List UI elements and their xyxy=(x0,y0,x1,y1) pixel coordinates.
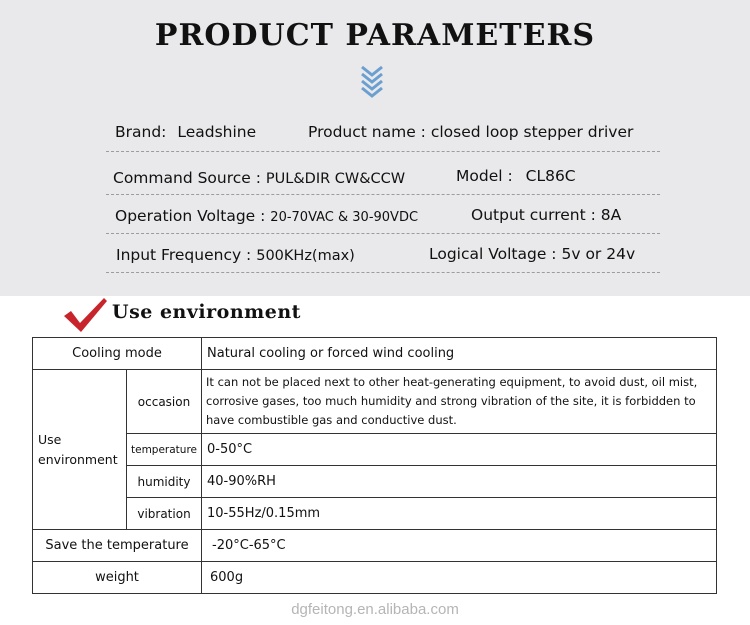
operation-voltage-value: 20-70VAC & 30-90VDC xyxy=(270,210,419,225)
humidity-value: 40-90%RH xyxy=(202,466,717,498)
input-frequency-value: 500KHz(max) xyxy=(256,248,355,264)
output-current-param xyxy=(471,206,621,224)
occasion-value: It can not be placed next to other heat-generating equipment, to avoid dust, oil mist, corrosive gases, too much humidity and strong vibration of the site, it is forbidden to have combustible gas and conductive dust. xyxy=(202,370,717,434)
table-row xyxy=(33,562,717,594)
input-frequency-label: Input Frequency : xyxy=(116,246,252,264)
table-row xyxy=(33,370,717,434)
divider xyxy=(106,151,660,152)
vibration-label: vibration xyxy=(127,498,202,530)
divider xyxy=(106,233,660,234)
temperature-label: temperature xyxy=(127,434,202,466)
weight-label: weight xyxy=(33,562,202,594)
model-label: Model : xyxy=(456,167,513,185)
logical-voltage-label: Logical Voltage : xyxy=(429,245,557,263)
input-frequency-param xyxy=(116,246,355,264)
cooling-mode-value: Natural cooling or forced wind cooling xyxy=(202,338,717,370)
command-source-param xyxy=(113,169,405,187)
model-param xyxy=(456,167,576,185)
output-current-value: 8A xyxy=(600,206,622,224)
save-temperature-value: -20°C-65°C xyxy=(202,530,717,562)
divider xyxy=(106,194,660,195)
vibration-value: 10-55Hz/0.15mm xyxy=(202,498,717,530)
section-title: Use environment xyxy=(112,301,301,323)
logical-voltage-value: 5v or 24v xyxy=(561,245,636,263)
table-row xyxy=(33,466,717,498)
operation-voltage-param xyxy=(115,207,418,225)
product-name-value: closed loop stepper driver xyxy=(430,123,634,141)
table-row xyxy=(33,338,717,370)
environment-table xyxy=(32,337,717,594)
table-row xyxy=(33,434,717,466)
brand-param xyxy=(115,123,256,141)
watermark: dgfeitong.en.alibaba.com xyxy=(291,601,459,618)
table-row xyxy=(33,498,717,530)
product-name-label: Product name : xyxy=(308,123,426,141)
temperature-value: 0-50°C xyxy=(202,434,717,466)
logical-voltage-param xyxy=(429,245,635,263)
save-temperature-label: Save the temperature xyxy=(33,530,202,562)
operation-voltage-label: Operation Voltage : xyxy=(115,207,266,225)
product-name-param xyxy=(308,123,633,141)
use-environment-label: Use environment xyxy=(33,370,127,530)
cooling-mode-label: Cooling mode xyxy=(33,338,202,370)
weight-value: 600g xyxy=(202,562,717,594)
table-row xyxy=(33,530,717,562)
command-source-value: PUL&DIR CW&CCW xyxy=(265,171,406,187)
command-source-label: Command Source : xyxy=(113,169,261,187)
model-value: CL86C xyxy=(525,167,576,185)
chevron-down-icon xyxy=(360,64,384,98)
brand-label: Brand: xyxy=(115,123,167,141)
brand-value: Leadshine xyxy=(177,123,257,141)
humidity-label: humidity xyxy=(127,466,202,498)
page-title: PRODUCT PARAMETERS xyxy=(154,18,596,53)
check-mark-icon xyxy=(62,296,108,334)
divider xyxy=(106,272,660,273)
occasion-label: occasion xyxy=(127,370,202,434)
output-current-label: Output current : xyxy=(471,206,596,224)
